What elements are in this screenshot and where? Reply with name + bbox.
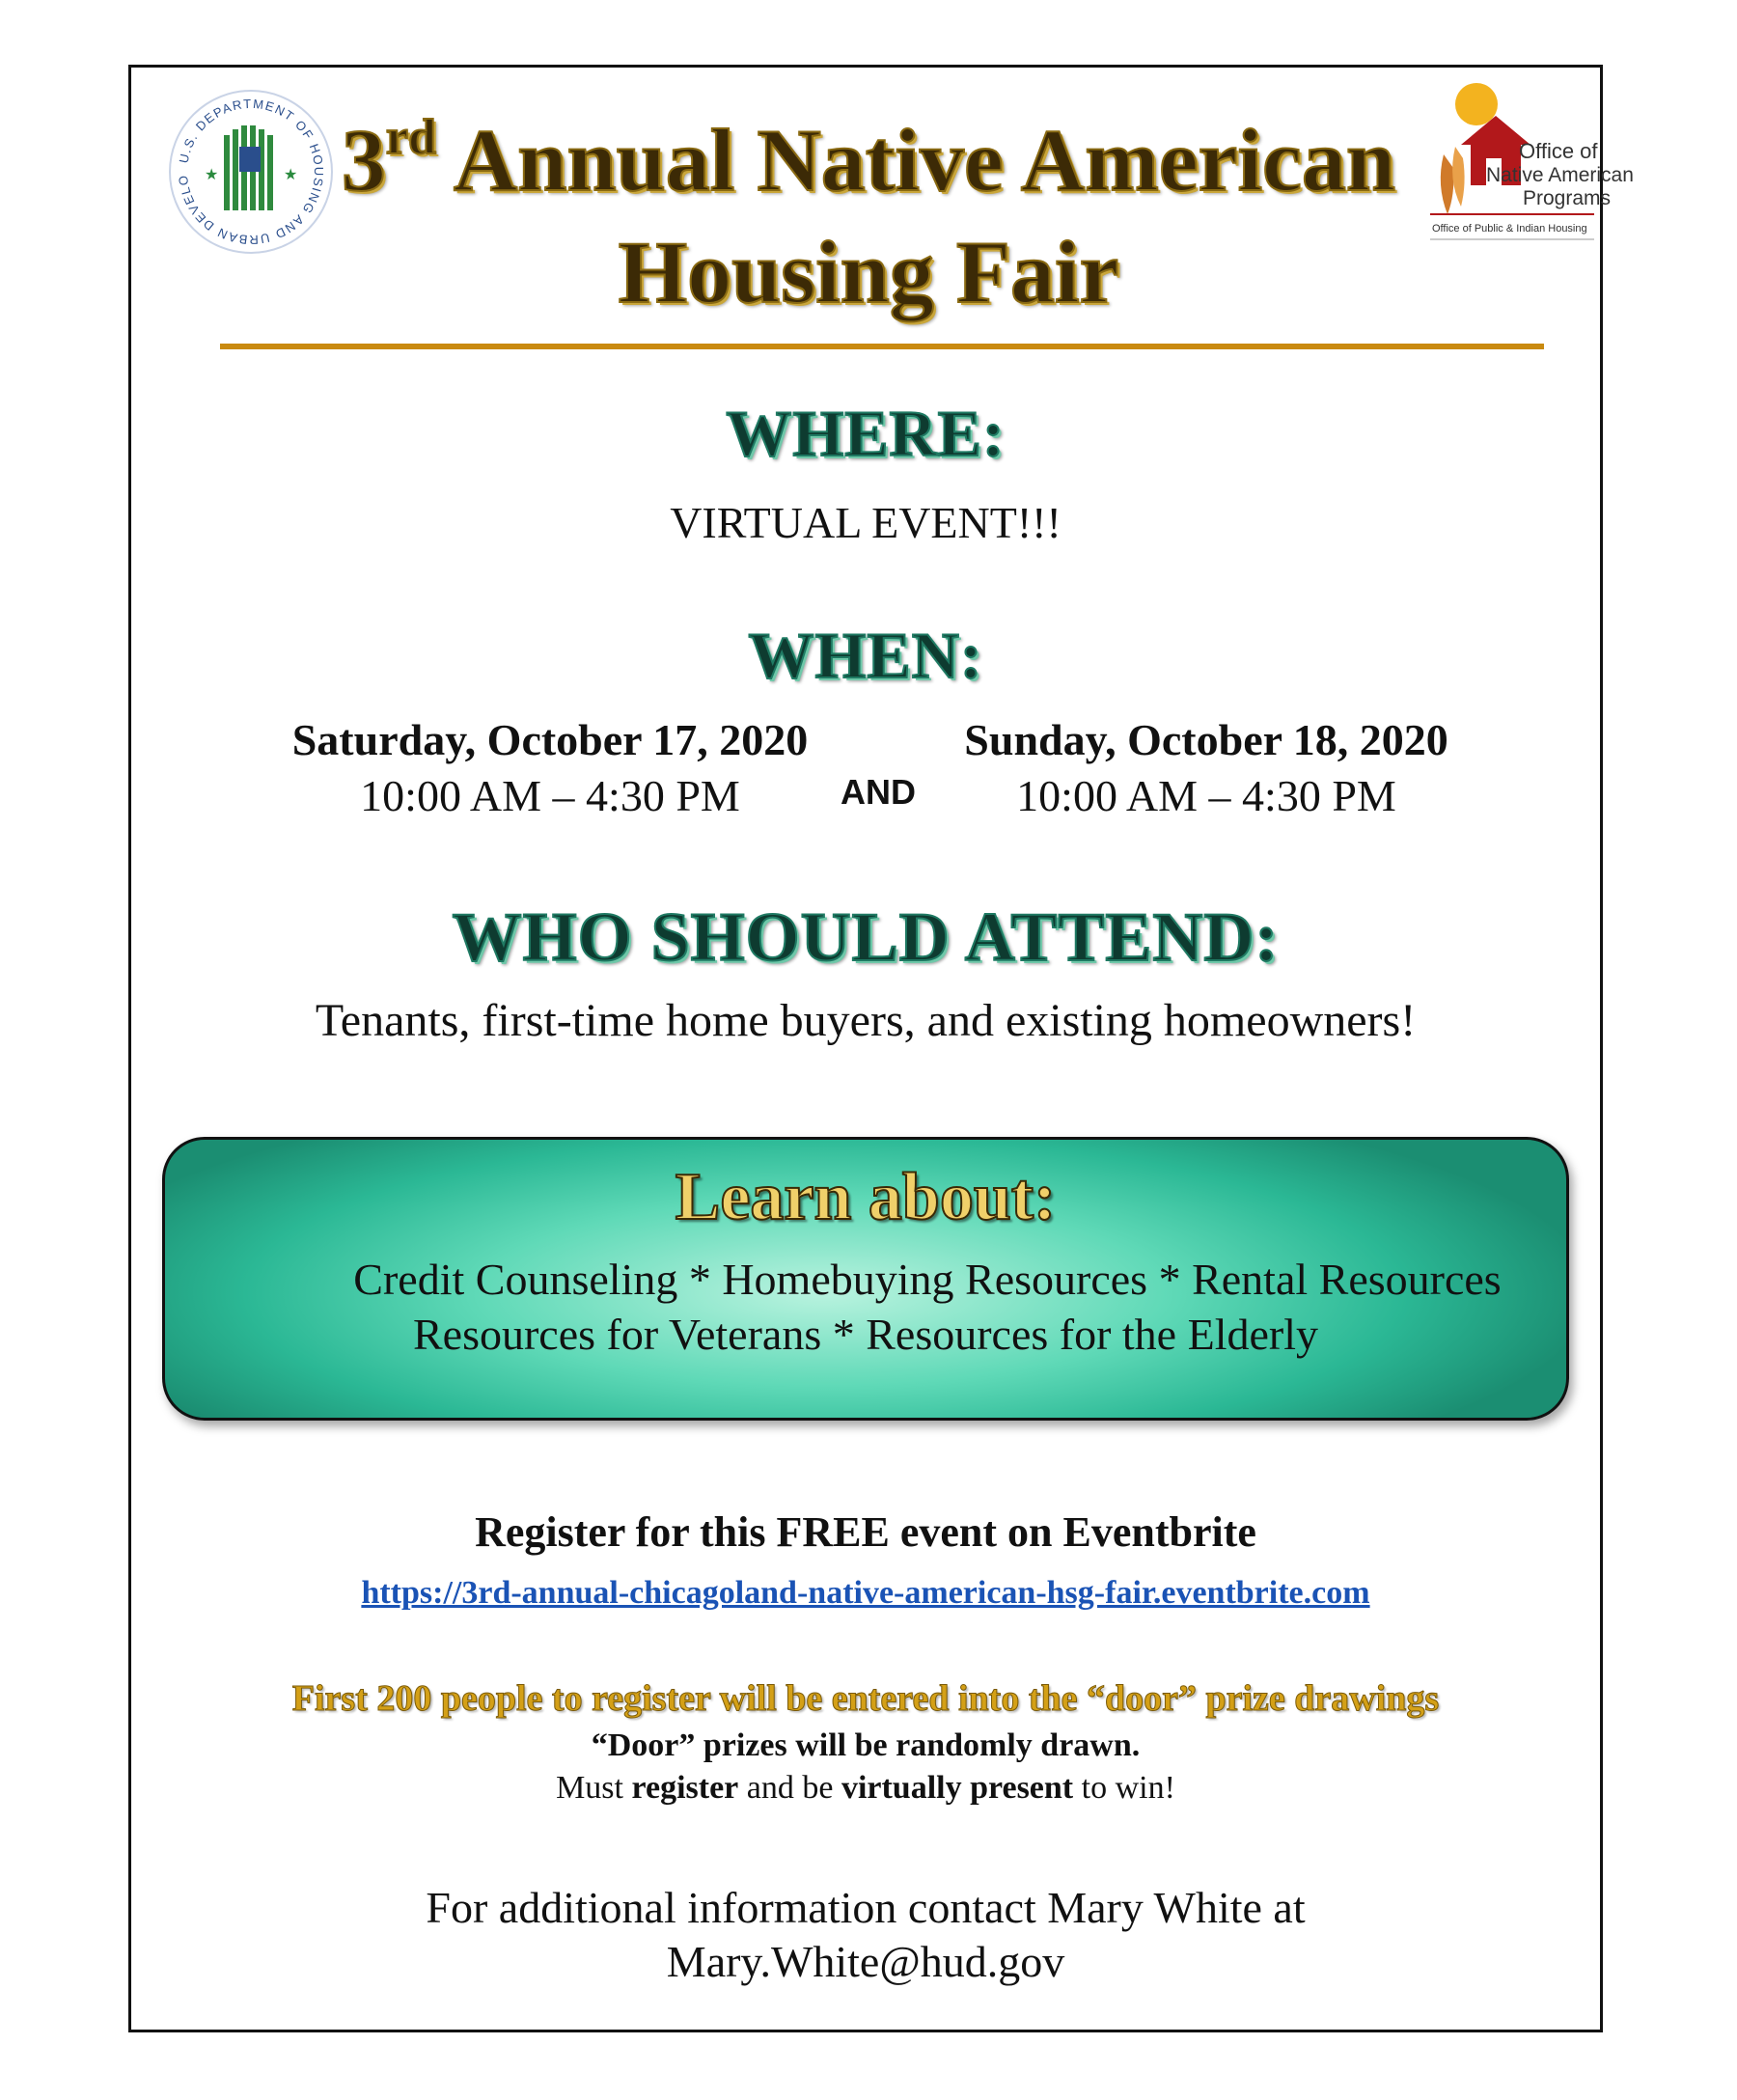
must-register-bold: register	[631, 1770, 739, 1806]
when-heading: WHEN:	[748, 619, 983, 692]
eventbrite-link[interactable]	[128, 1575, 1603, 1612]
learn-heading: Learn about:	[675, 1160, 1057, 1234]
day2-label: Sunday, October 18, 2020	[964, 715, 1448, 764]
learn-line2: Resources for Veterans * Resources for the Elderly	[412, 1310, 1318, 1359]
day1-label: Saturday, October 17, 2020	[291, 715, 809, 764]
title-divider	[220, 344, 1544, 349]
hud-ring-text: U.S. DEPARTMENT OF HOUSING AND URBAN DEVELO	[175, 96, 327, 248]
title-line1: Annual Native American	[453, 111, 1396, 209]
who-text: Tenants, first-time home buyers, and existing homeowners!	[315, 995, 1417, 1046]
title-suffix: rd	[385, 110, 436, 165]
date-sunday	[917, 712, 1496, 824]
svg-text:★: ★	[205, 167, 219, 183]
must-register-text	[128, 1770, 1603, 1807]
svg-text:★: ★	[284, 167, 298, 183]
who-heading: WHO SHOULD ATTEND:	[452, 898, 1280, 976]
date-saturday	[261, 712, 840, 824]
onap-logo	[1426, 79, 1634, 249]
title-number: 3	[341, 111, 386, 209]
onap-subline: Office of Public & Indian Housing	[1432, 223, 1587, 235]
register-text: Register for this FREE event on Eventbrite	[475, 1508, 1256, 1556]
prize-headline: First 200 people to register will be entered into the “door” prize drawings	[291, 1678, 1440, 1719]
onap-line2: Native American	[1486, 164, 1634, 186]
title-line2: Housing Fair	[618, 223, 1119, 321]
onap-line1: Office of	[1519, 139, 1598, 163]
must-c: and be	[738, 1770, 841, 1806]
door-prize-text: “Door” prizes will be randomly drawn.	[591, 1727, 1141, 1763]
must-a: Must	[556, 1770, 632, 1806]
contact-email[interactable]: Mary.White@hud.gov	[666, 1937, 1065, 1986]
onap-line3: Programs	[1523, 187, 1612, 209]
and-label: AND	[841, 772, 916, 812]
where-heading: WHERE:	[726, 397, 1006, 470]
time2-label: 10:00 AM – 4:30 PM	[1016, 771, 1396, 820]
time1-label: 10:00 AM – 4:30 PM	[360, 771, 740, 820]
page-title	[318, 104, 1419, 328]
learn-about-box	[162, 1137, 1569, 1421]
learn-line1: Credit Counseling * Homebuying Resources * Rental Resources	[353, 1255, 1502, 1304]
contact-line1: For additional information contact Mary White at	[426, 1883, 1306, 1932]
where-text: VIRTUAL EVENT!!!	[670, 498, 1062, 547]
must-virtual-bold: virtually present	[841, 1770, 1074, 1806]
eventbrite-link-anchor[interactable]: https://3rd-annual-chicagoland-native-american-hsg-fair.eventbrite.com	[361, 1575, 1370, 1611]
must-e: to win!	[1073, 1770, 1175, 1806]
hud-seal-logo	[166, 87, 336, 257]
